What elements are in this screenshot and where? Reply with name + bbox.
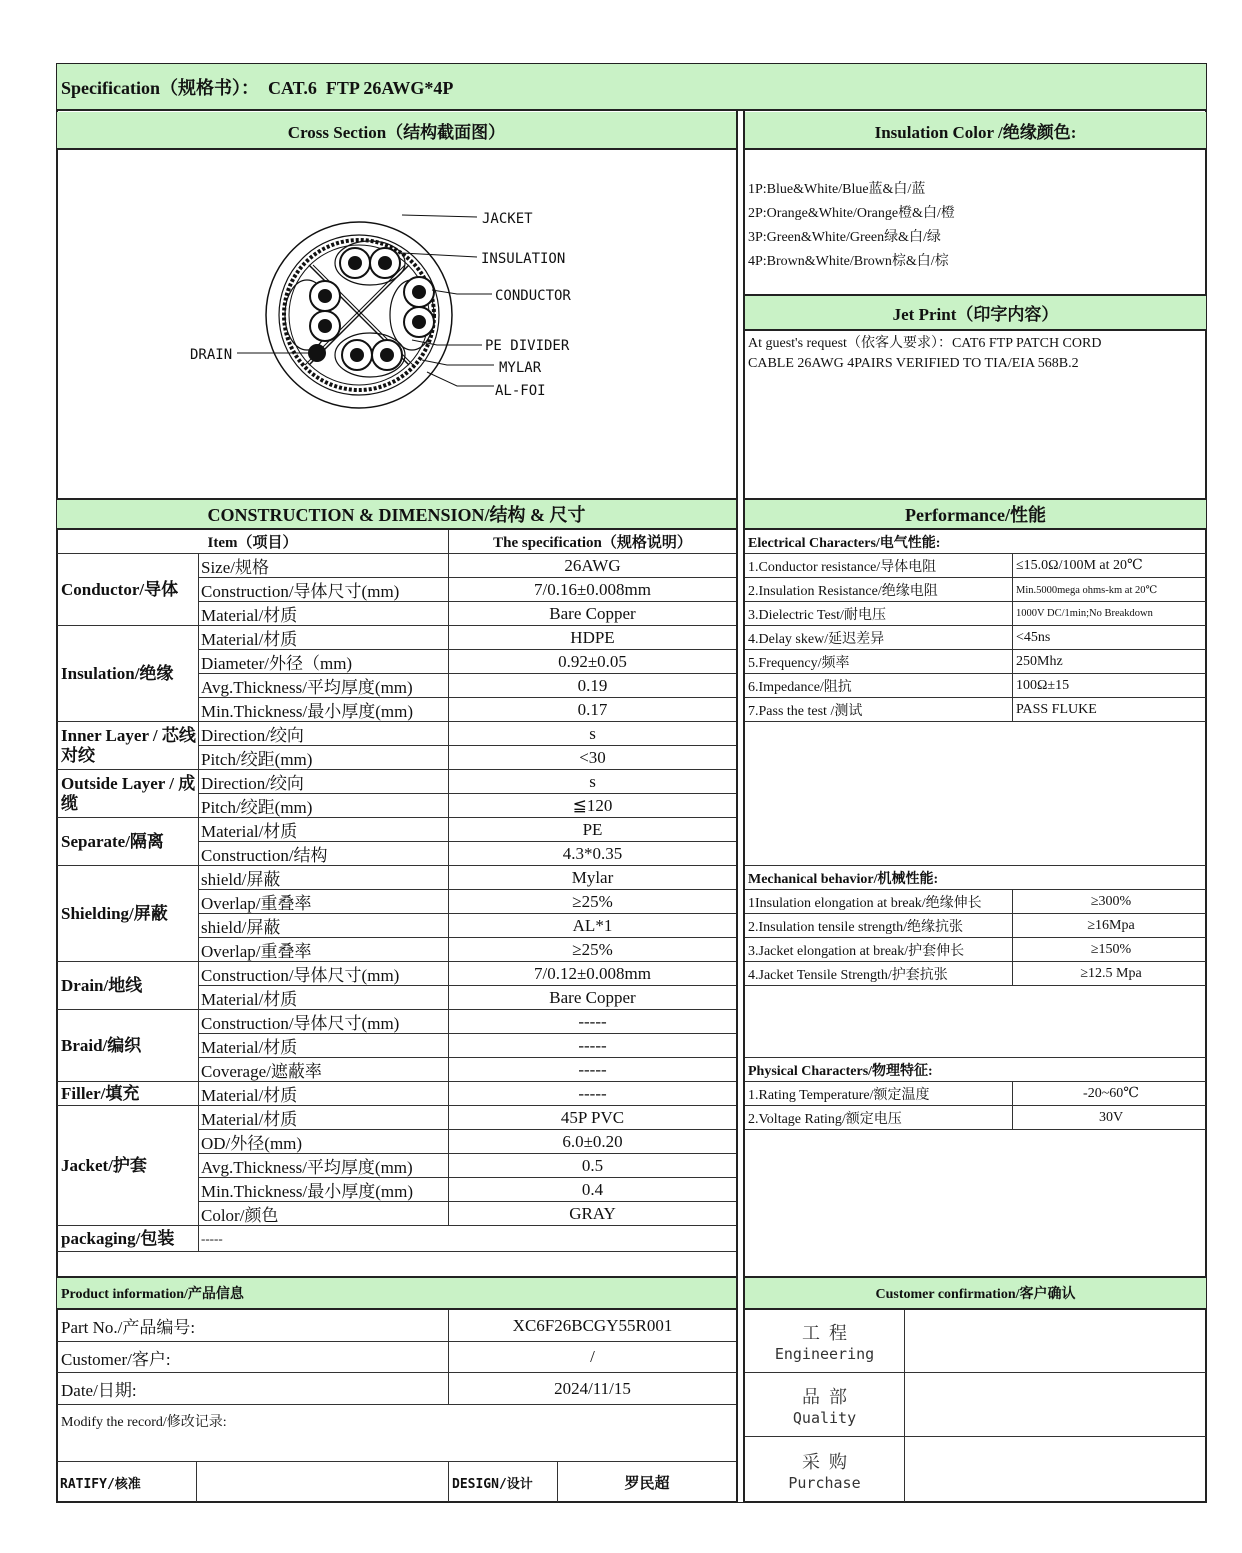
ratify-label: RATIFY/核准 (57, 1462, 197, 1502)
spec-item-name: OD/外径(mm) (199, 1130, 449, 1154)
spec-item-value: ≥25% (449, 890, 736, 914)
spec-item-name: Construction/结构 (199, 842, 449, 866)
cable-cross-section-svg (57, 150, 736, 500)
spec-item-name: Overlap/重叠率 (199, 938, 449, 962)
spec-item-name: Material/材质 (199, 986, 449, 1010)
spec-item-value: s (449, 722, 736, 746)
perf-item-name: 3.Dielectric Test/耐电压 (745, 602, 1013, 626)
label-insulation: INSULATION (481, 251, 566, 267)
color-pair-4: 4P:Brown&White/Brown棕&白/棕 (748, 254, 949, 269)
label-conductor: CONDUCTOR (495, 288, 571, 304)
purchase-cn: 采 购 (802, 1451, 847, 1472)
construction-table (57, 530, 736, 1252)
customer-confirm-table (745, 1310, 1206, 1502)
perf-item-value: 1000V DC/1min;No Breakdown (1013, 602, 1206, 626)
group-label: Drain/地线 (57, 962, 199, 1010)
perf-item-value: PASS FLUKE (1013, 698, 1206, 722)
perf-item-name: 5.Frequency/频率 (745, 650, 1013, 674)
engineering-cn: 工 程 (802, 1323, 847, 1343)
label-pe-divider: PE DIVIDER (485, 338, 570, 354)
spec-item-value: GRAY (449, 1202, 736, 1226)
packaging-value: ----- (199, 1226, 736, 1252)
perf-item-name: 2.Insulation tensile strength/绝缘抗张 (745, 914, 1013, 938)
group-label: Outside Layer / 成缆 (57, 770, 199, 818)
insulation-color-header: Insulation Color /绝缘颜色: (745, 112, 1206, 150)
spec-item-value: 4.3*0.35 (449, 842, 736, 866)
customer-confirm-header: Customer confirmation/客户确认 (745, 1276, 1206, 1310)
spec-item-name: Material/材质 (199, 1082, 449, 1106)
spec-item-value: ----- (449, 1034, 736, 1058)
label-al-foil: AL-FOI (495, 383, 546, 399)
spec-item-name: Material/材质 (199, 818, 449, 842)
insulation-color-list (748, 178, 1203, 274)
perf-item-value: 30V (1013, 1106, 1206, 1130)
cross-section-header: Cross Section（结构截面图） (57, 112, 736, 150)
spec-item-name: Material/材质 (199, 602, 449, 626)
perf-item-name: 7.Pass the test /测试 (745, 698, 1013, 722)
perf-item-value: ≥12.5 Mpa (1013, 962, 1206, 986)
customer-value: / (449, 1342, 736, 1373)
product-info-header (57, 1276, 736, 1310)
perf-item-value: <45ns (1013, 626, 1206, 650)
col-item-header: Item（项目） (57, 530, 449, 554)
spec-item-name: Min.Thickness/最小厚度(mm) (199, 698, 449, 722)
spec-item-name: Overlap/重叠率 (199, 890, 449, 914)
spec-item-value: 0.5 (449, 1154, 736, 1178)
perf-item-value: ≤15.0Ω/100M at 20℃ (1013, 554, 1206, 578)
modify-record (57, 1405, 736, 1462)
perf-item-value: 250Mhz (1013, 650, 1206, 674)
spec-item-name: Size/规格 (199, 554, 449, 578)
perf-item-name: 4.Delay skew/延迟差异 (745, 626, 1013, 650)
spec-item-name: Material/材质 (199, 1106, 449, 1130)
perf-item-name: 2.Insulation Resistance/绝缘电阻 (745, 578, 1013, 602)
spec-item-value: Bare Copper (449, 602, 736, 626)
confirm-engineering (745, 1310, 905, 1373)
spec-title: Specification（规格书）： CAT.6 FTP 26AWG*4P (61, 77, 454, 98)
spec-item-value: <30 (449, 746, 736, 770)
perf-item-value: ≥150% (1013, 938, 1206, 962)
spec-item-value: ----- (449, 1010, 736, 1034)
jet-print-line-1: At guest's request（依客人要求）：CAT6 FTP PATCH CORD (748, 336, 1102, 351)
spec-item-value: 0.4 (449, 1178, 736, 1202)
spec-item-name: Material/材质 (199, 1034, 449, 1058)
product-info-table (57, 1310, 736, 1502)
spec-item-name: Construction/导体尺寸(mm) (199, 578, 449, 602)
purchase-en: Purchase (788, 1473, 861, 1492)
spec-item-value: 6.0±0.20 (449, 1130, 736, 1154)
spec-item-name: Construction/导体尺寸(mm) (199, 962, 449, 986)
column-gap (736, 111, 745, 1502)
spec-title-bar (57, 64, 1206, 111)
spec-item-name: Pitch/绞距(mm) (199, 794, 449, 818)
spec-item-value: ----- (449, 1058, 736, 1082)
group-label: Inner Layer / 芯线对绞 (57, 722, 199, 770)
group-label: Conductor/导体 (57, 554, 199, 626)
spec-item-value: 45P PVC (449, 1106, 736, 1130)
group-label: Shielding/屏蔽 (57, 866, 199, 962)
performance-table (745, 530, 1206, 1275)
spec-item-name: Min.Thickness/最小厚度(mm) (199, 1178, 449, 1202)
spec-item-name: Construction/导体尺寸(mm) (199, 1010, 449, 1034)
group-label: Separate/隔离 (57, 818, 199, 866)
perf-item-value: ≥16Mpa (1013, 914, 1206, 938)
perf-section-title: Electrical Characters/电气性能: (745, 530, 1206, 554)
perf-item-value: -20~60℃ (1013, 1082, 1206, 1106)
spec-item-value: 0.92±0.05 (449, 650, 736, 674)
perf-item-name: 1.Rating Temperature/额定温度 (745, 1082, 1013, 1106)
color-pair-3: 3P:Green&White/Green绿&白/绿 (748, 230, 941, 245)
spec-item-value: s (449, 770, 736, 794)
quality-cn: 品 部 (802, 1386, 847, 1407)
ratify-signature (197, 1462, 449, 1502)
perf-item-name: 6.Impedance/阻抗 (745, 674, 1013, 698)
group-label: Filler/填充 (57, 1082, 199, 1106)
spec-item-value: ≥25% (449, 938, 736, 962)
group-label: Jacket/护套 (57, 1106, 199, 1226)
packaging-label: packaging/包装 (57, 1226, 199, 1252)
perf-item-value: ≥300% (1013, 890, 1206, 914)
cross-section-diagram (57, 150, 736, 500)
spec-item-value: Bare Copper (449, 986, 736, 1010)
spec-item-value: Mylar (449, 866, 736, 890)
perf-blank-1 (745, 722, 1206, 866)
color-pair-2: 2P:Orange&White/Orange橙&白/橙 (748, 206, 955, 221)
quality-en: Quality (792, 1408, 857, 1427)
spec-item-value: 7/0.12±0.008mm (449, 962, 736, 986)
modify-record-label: Modify the record/修改记录: (61, 1415, 227, 1430)
jet-print-header: Jet Print（印字内容） (745, 294, 1206, 331)
spec-item-name: Diameter/外径（mm) (199, 650, 449, 674)
spec-item-name: Direction/绞向 (199, 770, 449, 794)
spec-item-value: 0.17 (449, 698, 736, 722)
spec-item-value: HDPE (449, 626, 736, 650)
confirm-purchase (745, 1437, 905, 1502)
perf-section-title: Mechanical behavior/机械性能: (745, 866, 1206, 890)
jet-print-text (748, 334, 1203, 374)
date-value: 2024/11/15 (449, 1373, 736, 1405)
spec-item-name: Pitch/绞距(mm) (199, 746, 449, 770)
construction-header: CONSTRUCTION & DIMENSION/结构 & 尺寸 (57, 498, 736, 530)
perf-item-name: 1.Conductor resistance/导体电阻 (745, 554, 1013, 578)
spec-item-name: Material/材质 (199, 626, 449, 650)
engineering-signature[interactable] (905, 1310, 1206, 1373)
date-label: Date/日期: (57, 1373, 449, 1405)
performance-header: Performance/性能 (745, 498, 1206, 530)
spec-item-value: ≦120 (449, 794, 736, 818)
label-mylar: MYLAR (499, 360, 542, 376)
purchase-signature[interactable] (905, 1437, 1206, 1502)
perf-item-name: 3.Jacket elongation at break/护套伸长 (745, 938, 1013, 962)
designer-name: 罗民超 (624, 1475, 670, 1492)
spec-item-name: Color/颜色 (199, 1202, 449, 1226)
perf-item-name: 1Insulation elongation at break/绝缘伸长 (745, 890, 1013, 914)
spec-item-name: shield/屏蔽 (199, 866, 449, 890)
spec-item-value: 26AWG (449, 554, 736, 578)
spec-item-value: 7/0.16±0.008mm (449, 578, 736, 602)
perf-blank-2 (745, 986, 1206, 1058)
customer-label: Customer/客户: (57, 1342, 449, 1373)
engineering-en: Engineering (774, 1345, 875, 1363)
label-drain: DRAIN (190, 347, 233, 363)
perf-item-value: 100Ω±15 (1013, 674, 1206, 698)
spec-item-name: Direction/绞向 (199, 722, 449, 746)
product-info-title: Product information/产品信息 (61, 1287, 244, 1302)
group-label: Insulation/绝缘 (57, 626, 199, 722)
perf-section-title: Physical Characters/物理特征: (745, 1058, 1206, 1082)
spec-item-name: Avg.Thickness/平均厚度(mm) (199, 1154, 449, 1178)
confirm-quality (745, 1373, 905, 1437)
spec-item-value: PE (449, 818, 736, 842)
spec-item-value: ----- (449, 1082, 736, 1106)
spec-item-name: Avg.Thickness/平均厚度(mm) (199, 674, 449, 698)
design-label: DESIGN/设计 (449, 1462, 558, 1502)
color-pair-1: 1P:Blue&White/Blue蓝&白/蓝 (748, 182, 926, 197)
label-jacket: JACKET (482, 211, 533, 227)
quality-signature[interactable] (905, 1373, 1206, 1437)
spec-item-name: Coverage/遮蔽率 (199, 1058, 449, 1082)
col-spec-header: The specification（规格说明） (449, 530, 736, 554)
part-no-label: Part No./产品编号: (57, 1310, 449, 1342)
jet-print-line-2: CABLE 26AWG 4PAIRS VERIFIED TO TIA/EIA 568B.2 (748, 356, 1079, 371)
spec-item-value: 0.19 (449, 674, 736, 698)
group-label: Braid/编织 (57, 1010, 199, 1082)
spec-item-name: shield/屏蔽 (199, 914, 449, 938)
part-no-value: XC6F26BCGY55R001 (449, 1310, 736, 1342)
perf-item-name: 2.Voltage Rating/额定电压 (745, 1106, 1013, 1130)
perf-item-value: Min.5000mega ohms-km at 20℃ (1013, 578, 1206, 602)
perf-item-name: 4.Jacket Tensile Strength/护套抗张 (745, 962, 1013, 986)
spec-item-value: AL*1 (449, 914, 736, 938)
